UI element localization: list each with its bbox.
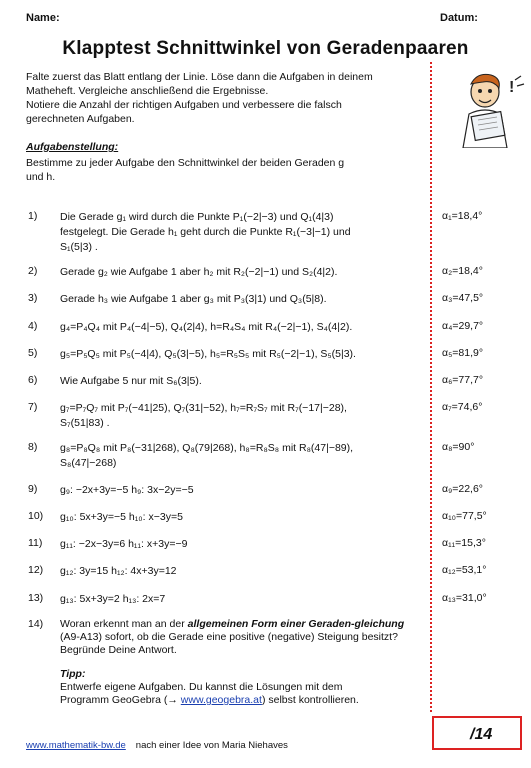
task-line: Bestimme zu jeder Aufgabe den Schnittwinkel der beiden Geraden g: [26, 157, 345, 169]
problem-text: [60, 374, 425, 389]
problem-answer: α₁₃=31,0°: [442, 592, 487, 604]
problem-answer: α₇=74,6°: [442, 401, 483, 413]
intro-line: gerechneten Aufgaben.: [26, 113, 135, 125]
problem-line: Wie Aufgabe 5 nur mit S₆(3|5).: [60, 375, 202, 387]
q14-part1: Woran erkennt man an der: [60, 618, 188, 630]
problem-answer: α₅=81,9°: [442, 347, 484, 359]
problem-line: g₉: −2x+3y=−5 h₉: 3x−2y=−5: [60, 484, 194, 496]
footer-link[interactable]: www.mathematik-bw.de: [26, 740, 126, 751]
problem-line: S₈(47|−268): [60, 457, 117, 469]
problem-14-text: [60, 618, 420, 657]
problem-text: [60, 347, 425, 362]
problem-number: 8): [28, 441, 38, 453]
problem-answer: α₂=18,4°: [442, 265, 483, 277]
tipp-text: [60, 681, 420, 707]
task-line: und h.: [26, 171, 56, 183]
footer: [26, 740, 288, 751]
score-total: /14: [470, 726, 493, 743]
problem-line: g₇=P₇Q₇ mit P₇(−41|25), Q₇(31|−52), h₇=R₇S₇ mit R₇(−17|−28),: [60, 402, 347, 414]
problem-text: [60, 592, 425, 607]
problem-answer: α₁₀=77,5°: [442, 510, 487, 522]
problem-text: [60, 564, 425, 579]
problem-answer: α₆=77,7°: [442, 374, 484, 386]
intro-line: Matheheft. Vergleiche anschließend die Ergebnisse.: [26, 85, 269, 97]
intro-text: [26, 70, 421, 126]
problem-answer: α₁₂=53,1°: [442, 564, 487, 576]
name-label: Name:: [26, 12, 60, 24]
fold-line: [430, 62, 432, 712]
problem-answer: α₄=29,7°: [442, 320, 484, 332]
problem-number: 3): [28, 292, 38, 304]
problem-line: Die Gerade g₁ wird durch die Punkte P₁(−2|−3) und Q₁(4|3): [60, 211, 334, 223]
problem-text: [60, 510, 425, 525]
problem-text: [60, 441, 425, 471]
problem-line: festgelegt. Die Gerade h₁ geht durch die Punkte R₁(−3|−1) und: [60, 226, 351, 238]
date-label: Datum:: [440, 12, 478, 24]
problem-number: 11): [28, 537, 43, 549]
problem-line: g₈=P₈Q₈ mit P₈(−31|268), Q₈(79|268), h₈=R₈S₈ mit R₈(47|−89),: [60, 442, 354, 454]
problem-answer: α₉=22,6°: [442, 483, 484, 495]
tipp-heading: Tipp:: [60, 668, 86, 680]
problem-text: [60, 401, 425, 431]
intro-line: Falte zuerst das Blatt entlang der Linie. Löse dann die Aufgaben in deinem: [26, 71, 373, 83]
problem-answer: α₁₁=15,3°: [442, 537, 486, 549]
q14-part2: (A9-A13) sofort, ob die Gerade eine positive (negative) Steigung besitzt? Begründe Deine Antwort.: [60, 631, 398, 656]
problem-line: S₁(5|3) .: [60, 241, 98, 253]
problem-line: g₁₀: 5x+3y=−5 h₁₀: x−3y=5: [60, 511, 183, 523]
problem-number: 14): [28, 618, 44, 630]
problem-number: 6): [28, 374, 38, 386]
tipp-line-2-post: ) selbst kontrollieren.: [261, 694, 359, 706]
problem-number: 13): [28, 592, 44, 604]
problem-line: g₁₃: 5x+3y=2 h₁₃: 2x=7: [60, 593, 166, 605]
q14-emphasis: allgemeinen Form einer Geraden-gleichung: [187, 618, 405, 630]
problem-answer: α₃=47,5°: [442, 292, 484, 304]
problem-number: 1): [28, 210, 38, 222]
problem-number: 4): [28, 320, 38, 332]
problem-answer: α₈=90°: [442, 441, 475, 453]
problem-text: [60, 320, 425, 335]
intro-line: Notiere die Anzahl der richtigen Aufgaben und verbessere die falsch: [26, 99, 342, 111]
geogebra-link[interactable]: www.geogebra.at: [180, 694, 262, 706]
svg-text:!: !: [509, 79, 515, 96]
page-title: Klapptest Schnittwinkel von Geradenpaaren: [62, 38, 469, 59]
problem-line: Gerade g₂ wie Aufgabe 1 aber h₂ mit R₂(−2|−1) und S₂(4|2).: [60, 266, 338, 278]
problem-number: 10): [28, 510, 44, 522]
problem-answer: α₁=18,4°: [442, 210, 483, 222]
task-text: [26, 156, 416, 184]
problem-text: [60, 265, 425, 280]
problem-line: g₄=P₄Q₄ mit P₄(−4|−5), Q₄(2|4), h=R₄S₄ mit R₄(−2|−1), S₄(4|2).: [60, 321, 353, 333]
problem-number: 5): [28, 347, 38, 359]
problem-number: 2): [28, 265, 38, 277]
problem-line: g₁₂: 3y=15 h₁₂: 4x+3y=12: [60, 565, 177, 577]
tipp-line-2-pre: Programm GeoGebra (→: [60, 694, 181, 706]
problem-number: 12): [28, 564, 44, 576]
problem-number: 7): [28, 401, 38, 413]
reading-person-illustration: [445, 70, 527, 148]
problem-line: g₅=P₅Q₅ mit P₅(−4|4), Q₅(3|−5), h₅=R₅S₅ mit R₅(−2|−1), S₅(5|3).: [60, 348, 356, 360]
problem-line: S₇(51|83) .: [60, 417, 110, 429]
problem-text: [60, 537, 425, 552]
problem-text: [60, 483, 425, 498]
problem-number: 9): [28, 483, 38, 495]
tipp-line-1: Entwerfe eigene Aufgaben. Du kannst die Lösungen mit dem: [60, 681, 343, 693]
problem-text: [60, 210, 425, 255]
problem-text: [60, 292, 425, 307]
problem-line: Gerade h₃ wie Aufgabe 1 aber g₃ mit P₃(3|1) und Q₃(5|8).: [60, 293, 327, 305]
problem-line: g₁₁: −2x−3y=6 h₁₁: x+3y=−9: [60, 538, 188, 550]
task-heading: Aufgabenstellung:: [26, 141, 119, 153]
footer-credit: nach einer Idee von Maria Niehaves: [135, 740, 288, 751]
